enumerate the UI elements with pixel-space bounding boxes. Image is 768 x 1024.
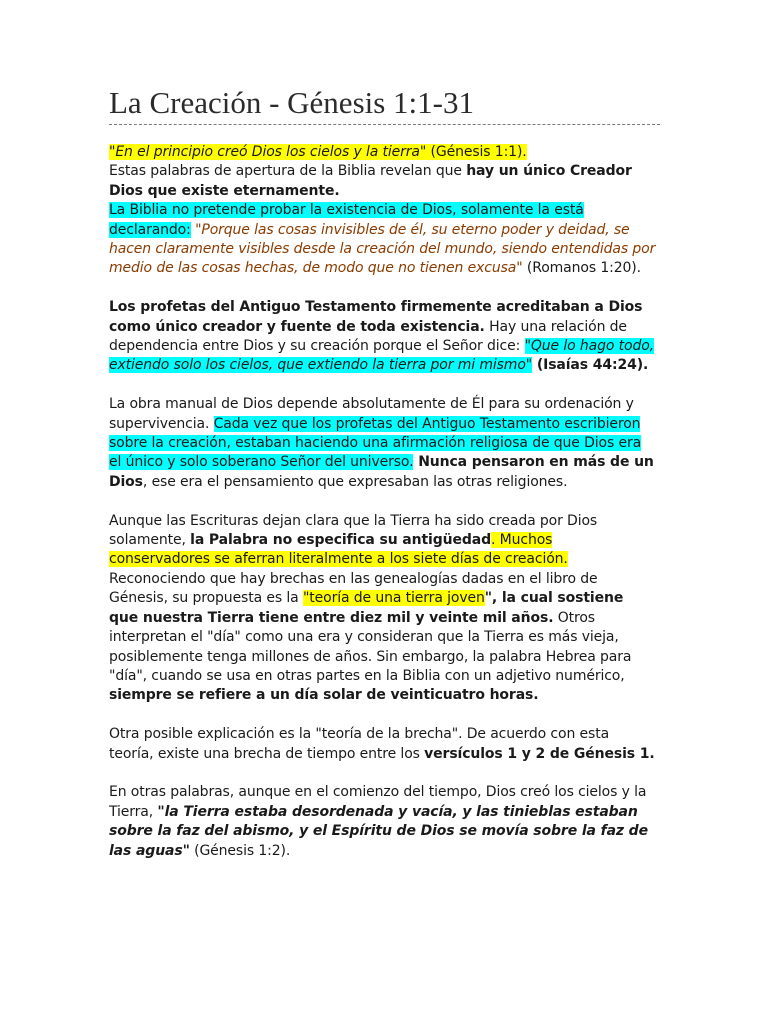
paragraph-1 [109,143,657,279]
genesis-quote-highlight: "En el principio creó Dios los cielos y la tierra" [109,144,427,160]
paragraph-1-bold: hay un único Creador Dios que existe eternamente. [109,163,632,199]
paragraph-6 [109,783,657,861]
paragraph-3-highlight: Cada vez que los profetas del Antiguo Testamento escribieron sobre la creación, estaban haciendo una afirmación religiosa de que Dios era el único y solo soberano Señor del universo. [109,415,642,471]
paragraph-5-bold: versículos 1 y 2 de Génesis 1. [424,745,655,762]
paragraph-4-bold-2: ", la cual sostiene que nuestra Tierra tiene entre diez mil y veinte mil años. [109,590,624,626]
paragraph-4 [109,512,657,706]
paragraph-1-highlight: La Biblia no pretende probar la existencia de Dios, solamente la está declarando: [109,202,584,238]
paragraph-5-text: Otra posible explicación es la "teoría de la brecha". De acuerdo con esta teoría, existe una brecha de tiempo entre los [109,726,610,762]
page-title: La Creación - Génesis 1:1-31 [109,85,474,120]
isaiah-ref: (Isaías 44:24). [532,357,649,374]
genesis-1-2-ref: (Génesis 1:2). [189,842,291,859]
paragraph-5 [109,725,657,764]
paragraph-2 [109,298,657,376]
paragraph-4-text: Aunque las Escrituras dejan clara que la Tierra ha sido creada por Dios solamente, [109,512,598,549]
paragraph-2-bold: Los profetas del Antiguo Testamento firmemente acreditaban a Dios como único creador y fuente de toda existencia. [109,299,643,335]
paragraph-6-text: En otras palabras, aunque en el comienzo del tiempo, Dios creó los cielos y la Tierra, [109,784,647,820]
genesis-1-2-quote: la Tierra estaba desordenada y vacía, y las tinieblas estaban sobre la faz del abismo, y el Espíritu de Dios se movía sobre la faz de las aguas [109,803,648,859]
paragraph-3 [109,395,657,492]
paragraph-6-close-quote: " [182,842,190,859]
paragraph-4-bold: la Palabra no especifica su antigüedad [190,532,491,549]
paragraph-2-text: Hay una relación de dependencia entre Dios y su creación porque el Señor dice: [109,318,627,355]
genesis-ref: (Génesis 1:1). [426,144,527,160]
paragraph-3-bold: Nunca pensaron en más de un Dios [109,454,654,490]
paragraph-4-text-3: Otros interpretan el "día" como una era y consideran que la Tierra es más vieja, posiblemente tenga millones de años. Sin embargo, la palabra Hebrea para "día", cuando se usa en otras partes en la Biblia con un adjetivo numérico, [109,609,632,684]
romans-quote: "Porque las cosas invisibles de él, su eterno poder y deidad, se hacen claramente visibles desde la creación del mundo, siendo entendidas por medio de las cosas hechas, de modo que no tienen excusa" [109,221,656,277]
paragraph-3-text-end: , ese era el pensamiento que expresaban las otras religiones. [142,473,568,490]
document-body [109,143,657,880]
paragraph-3-text: La obra manual de Dios depende absolutamente de Él para su ordenación y supervivencia. [109,396,634,432]
isaiah-quote-highlight: "Que lo hago todo, extiendo solo los cielos, que extiendo la tierra por mi mismo" [109,338,655,374]
paragraph-4-text-2: Reconociendo que hay brechas en las genealogías dadas en el libro de Génesis, su propuesta es la [109,570,598,607]
title-divider [109,124,660,125]
romans-ref: (Romanos 1:20). [522,260,641,277]
paragraph-4-bold-3: siempre se refiere a un día solar de veinticuatro horas. [109,687,539,704]
paragraph-4-highlight-conservatives: . Muchos conservadores se aferran literalmente a los siete días de creación. [109,532,568,568]
paragraph-1-text: Estas palabras de apertura de la Biblia revelan que [109,163,467,180]
young-earth-highlight: "teoría de una tierra joven [302,590,485,607]
paragraph-6-open-quote: " [157,803,165,820]
